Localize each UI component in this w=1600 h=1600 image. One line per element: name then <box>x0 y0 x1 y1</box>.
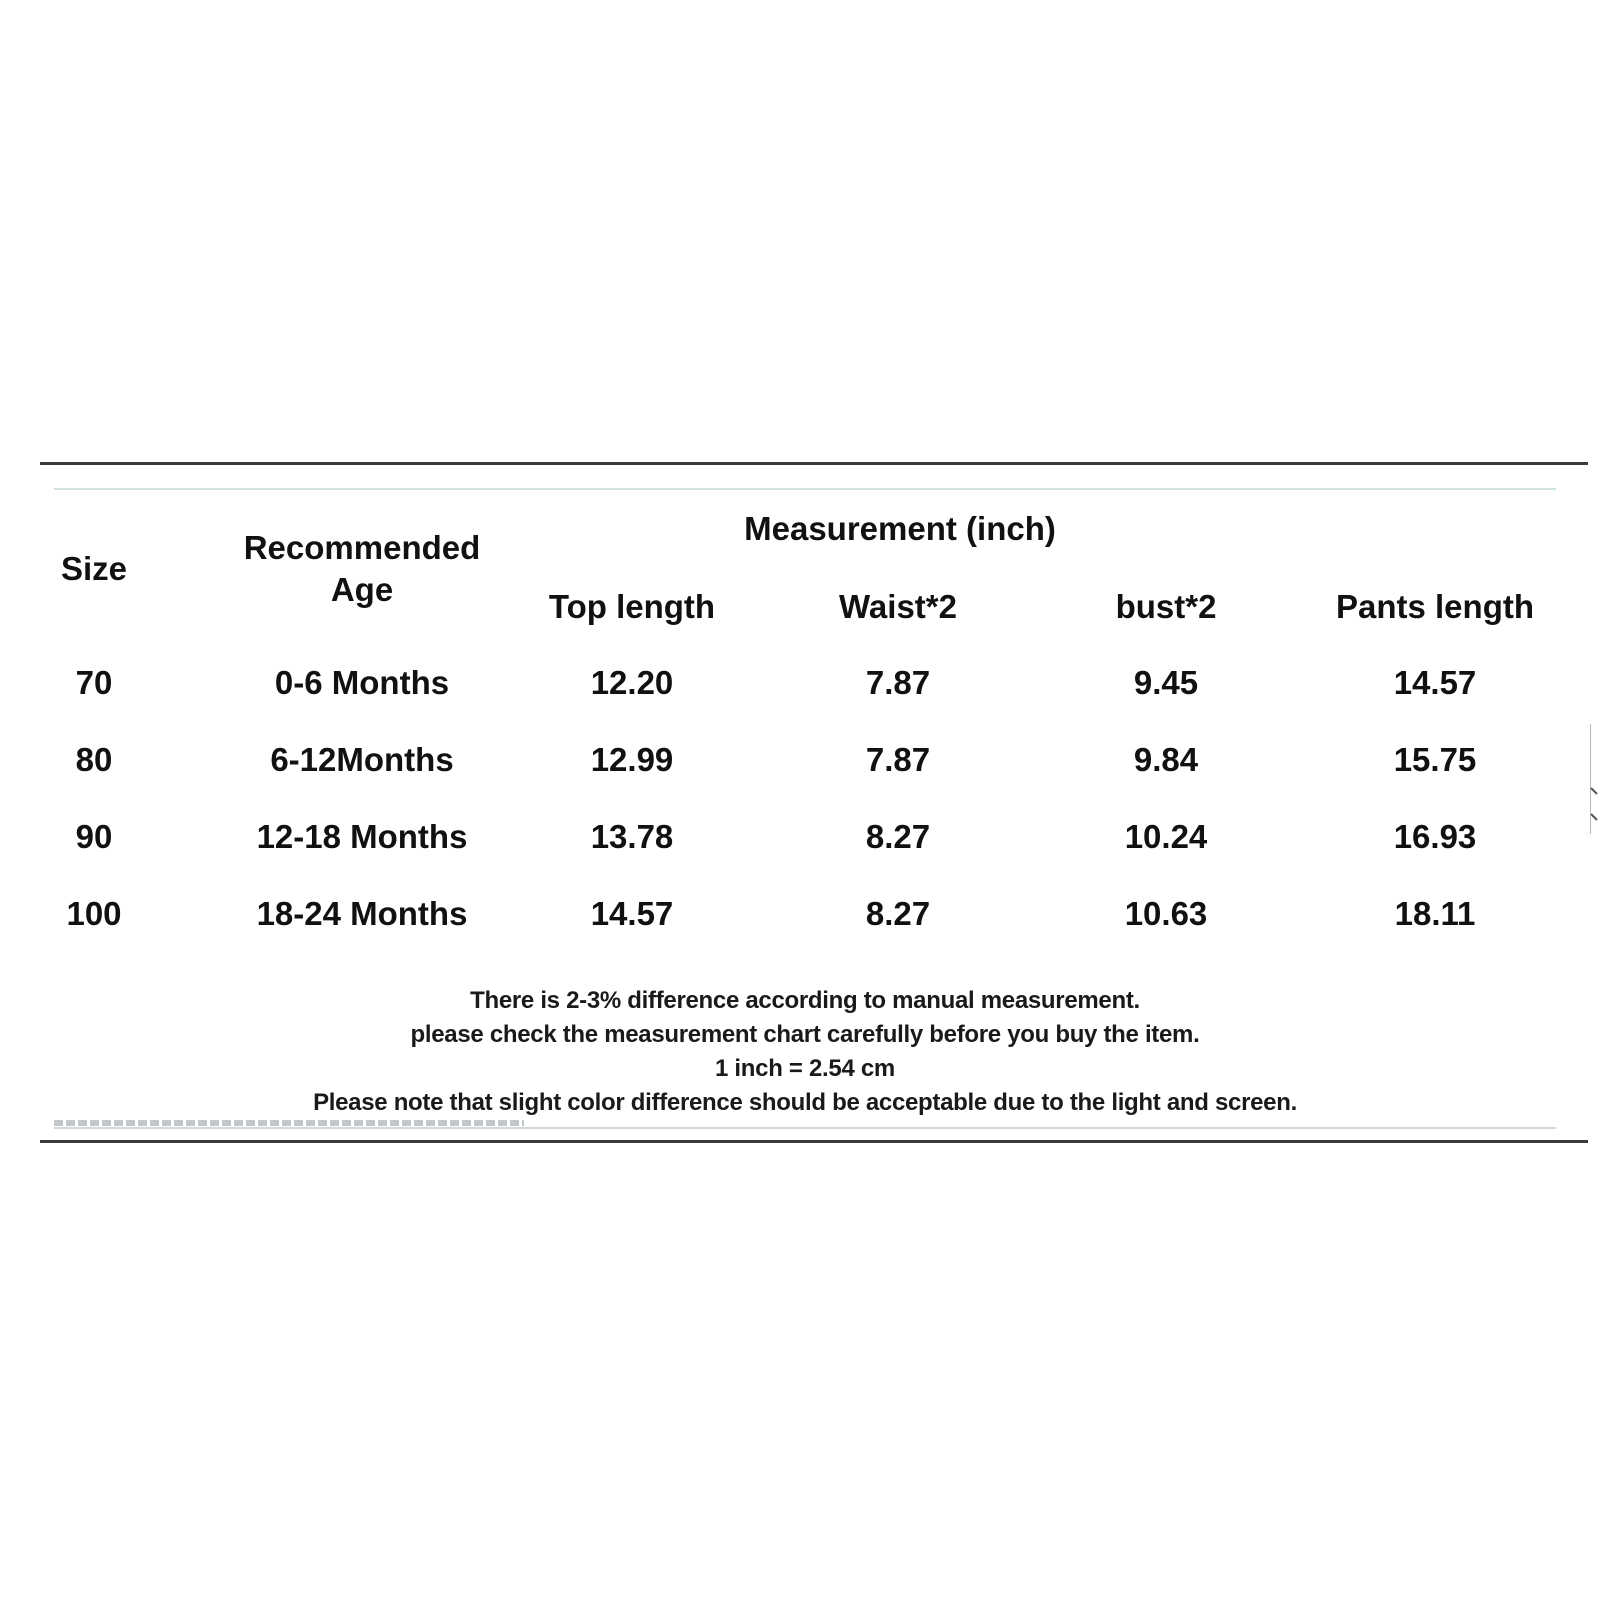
group-header-measurement: Measurement (inch) <box>744 510 1056 547</box>
table-top-border <box>40 462 1588 465</box>
note-check-chart: please check the measurement chart carefully before you buy the item. <box>410 1021 1200 1048</box>
cell-bust: 10.24 <box>1124 818 1208 855</box>
notes-block <box>55 984 1555 1120</box>
note-inch-conversion: 1 inch = 2.54 cm <box>715 1055 895 1082</box>
cell-size: 80 <box>75 741 113 778</box>
cell-bust: 9.45 <box>1133 664 1199 701</box>
cell-waist: 7.87 <box>865 664 931 701</box>
note-measurement-difference: There is 2-3% difference according to manual measurement. <box>470 987 1140 1014</box>
cell-age: 0-6 Months <box>274 664 450 701</box>
note-color-difference: Please note that slight color difference should be acceptable due to the light and screen. <box>313 1089 1297 1116</box>
cell-top-length: 12.99 <box>590 741 674 778</box>
cell-size: 70 <box>75 664 113 701</box>
cell-size: 90 <box>75 818 113 855</box>
table-inner-bottom-rule <box>54 1127 1556 1129</box>
cell-top-length: 13.78 <box>590 818 674 855</box>
cell-age: 18-24 Months <box>256 895 468 932</box>
header-recommended-age <box>244 527 481 611</box>
cell-age: 6-12Months <box>270 741 454 778</box>
cell-pants-length: 18.11 <box>1394 895 1476 932</box>
faint-footer-text <box>54 1120 524 1126</box>
cell-pants-length: 15.75 <box>1393 741 1477 778</box>
header-size: Size <box>60 550 128 587</box>
header-age-line1: Recommended <box>243 529 481 566</box>
cell-bust: 9.84 <box>1133 741 1199 778</box>
cell-size: 100 <box>66 895 122 932</box>
header-waist: Waist*2 <box>839 588 957 625</box>
cell-top-length: 12.20 <box>590 664 674 701</box>
header-top-length: Top length <box>548 588 716 625</box>
header-age-line2: Age <box>330 571 394 608</box>
cell-age: 12-18 Months <box>256 818 468 855</box>
cell-pants-length: 16.93 <box>1393 818 1477 855</box>
cell-bust: 10.63 <box>1124 895 1208 932</box>
cell-waist: 8.27 <box>865 818 931 855</box>
cell-waist: 8.27 <box>865 895 931 932</box>
header-bust: bust*2 <box>1115 588 1217 625</box>
cell-waist: 7.87 <box>865 741 931 778</box>
edge-artifact-icon <box>1589 786 1599 822</box>
table-bottom-border <box>40 1140 1588 1143</box>
cell-pants-length: 14.57 <box>1393 664 1477 701</box>
header-pants-length: Pants length <box>1335 588 1535 625</box>
table-inner-top-rule <box>54 488 1556 490</box>
cell-top-length: 14.57 <box>590 895 674 932</box>
